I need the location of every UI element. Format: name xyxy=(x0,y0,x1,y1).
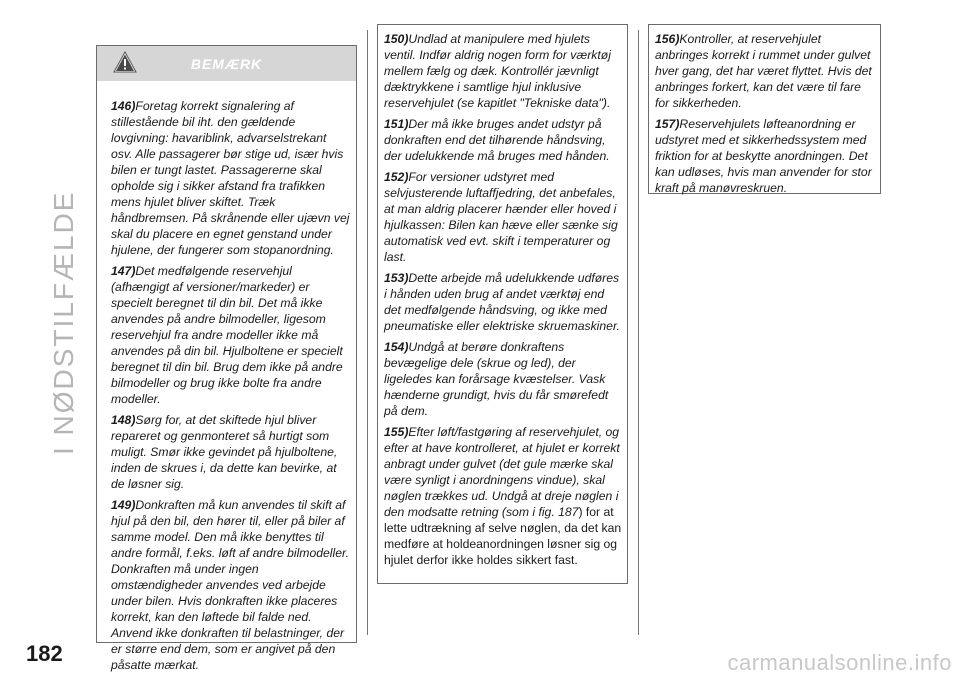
note-151: 151)Der må ikke bruges andet udstyr på donkraften end det tilhørende håndsving, der udelukkende må bruges med hånden. xyxy=(384,117,610,163)
column-divider xyxy=(367,30,368,635)
notes-list-column-3 xyxy=(649,25,880,196)
note-150: 150)Undlad at manipulere med hjulets ventil. Indfør aldrig nogen form for værktøj mellem fælg og dæk. Kontrollér jævnligt dæktrykkene i samtlige hjul inklusive reservehjulet (se kapitlet "Tekniske data"). xyxy=(384,32,611,110)
note-152: 152)For versioner udstyret med selvjusterende luftaffjedring, det anbefales, at man aldrig placerer hænder eller hoved i hjulkassen: Bilen kan hæve eller sænke sig automatisk ved evt. skift i temperaturer og last. xyxy=(384,170,618,264)
watermark: carmanualsonline.info xyxy=(727,650,952,675)
note-146: 146)Foretag korrekt signalering af stillestående bil iht. den gældende lovgivning: havariblink, advarselstrekant osv. Alle passagerer bør stige ud, især hvis bilen er tungt lastet. Passagererne skal opholde sig i sikker afstand fra trafikken mens hjulet bliver skiftet. Træk håndbremsen. På skrånende eller ujævn vej skal du placere en egnet genstand under hjulene, der fungerer som stopanordning. xyxy=(111,99,350,257)
notice-box-column-3 xyxy=(648,24,881,194)
notes-list-column-2 xyxy=(378,25,627,568)
note-148: 148)Sørg for, at det skiftede hjul bliver repareret og genmonteret så hurtigt som muligt. Smør ikke gevindet på hjulboltene, inden de skrues i, da dette kan bevirke, at de løsner sig. xyxy=(111,413,338,491)
note-154: 154)Undgå at berøre donkraftens bevægelige dele (skrue og led), der ligeledes kan forårsage kvæstelser. Vask hænderne grundigt, hvis du får smørefedt på dem. xyxy=(384,340,609,418)
note-156: 156)Kontroller, at reservehjulet anbringes korrekt i rummet under gulvet hver gang, det har været flyttet. Hvis det anbringes forkert, kan det være til fare for sikkerheden. xyxy=(655,32,872,110)
notice-box-column-1 xyxy=(96,45,357,672)
notes-list-column-1 xyxy=(97,81,356,673)
note-157: 157)Reservehjulets løfteanordning er udstyret med et sikkerhedssystem med friktion for at beskytte anordningen. Det kan udløses, hvis man anvender for stor kraft på manøvreskruen. xyxy=(655,117,872,195)
note-153: 153)Dette arbejde må udelukkende udføres i hånden uden brug af andet værktøj end det medfølgende håndsving, og ikke med pneumatiske eller elektriske skruemaskiner. xyxy=(384,271,620,333)
chapter-side-title: I NØDSTILFÆLDE xyxy=(48,190,79,455)
note-155: 155)Efter løft/fastgøring af reservehjulet, og efter at have kontrolleret, at hjulet er korrekt anbragt under gulvet (det gule mærke skal være synligt i anordningens vindue), skal nøglen trækkes ud. Undgå at dreje nøglen i den modsatte retning (som i fig. 187) for at lette udtrækning af selve nøglen, da det kan medføre at holdeanordningen løsner sig og hjulet derfor ikke holdes sikkert fast. xyxy=(384,425,622,567)
column-divider xyxy=(638,30,639,635)
note-149: 149)Donkraften må kun anvendes til skift af hjul på den bil, den hører til, eller på biler af samme model. Den må ikke benyttes til andre formål, f.eks. løft af andre bilmodeller. Donkraften må under ingen omstændigheder anvendes ved arbejde under bilen. Hvis donkraften ikke placeres korrekt, kan den løftede bil falde ned. Anvend ikke donkraften til belastninger, der er større end dem, som er angivet på den påsatte mærkat. xyxy=(111,498,349,672)
notice-header xyxy=(97,46,356,81)
notice-title: BEMÆRK xyxy=(190,55,263,72)
page-number: 182 xyxy=(26,641,63,666)
warning-triangle-icon xyxy=(113,51,137,73)
note-147: 147)Det medfølgende reservehjul (afhængigt af versioner/markeder) er specielt beregnet til din bil. Det må ikke anvendes på andre bilmodeller, ligesom reservehjul fra andre modeller ikke må anvendes på din bil. Hjulboltene er specielt beregnet til din bil. Brug dem ikke på andre bilmodeller og brug ikke bolte fra andre modeller. xyxy=(111,264,343,406)
notice-box-column-2 xyxy=(377,24,628,584)
